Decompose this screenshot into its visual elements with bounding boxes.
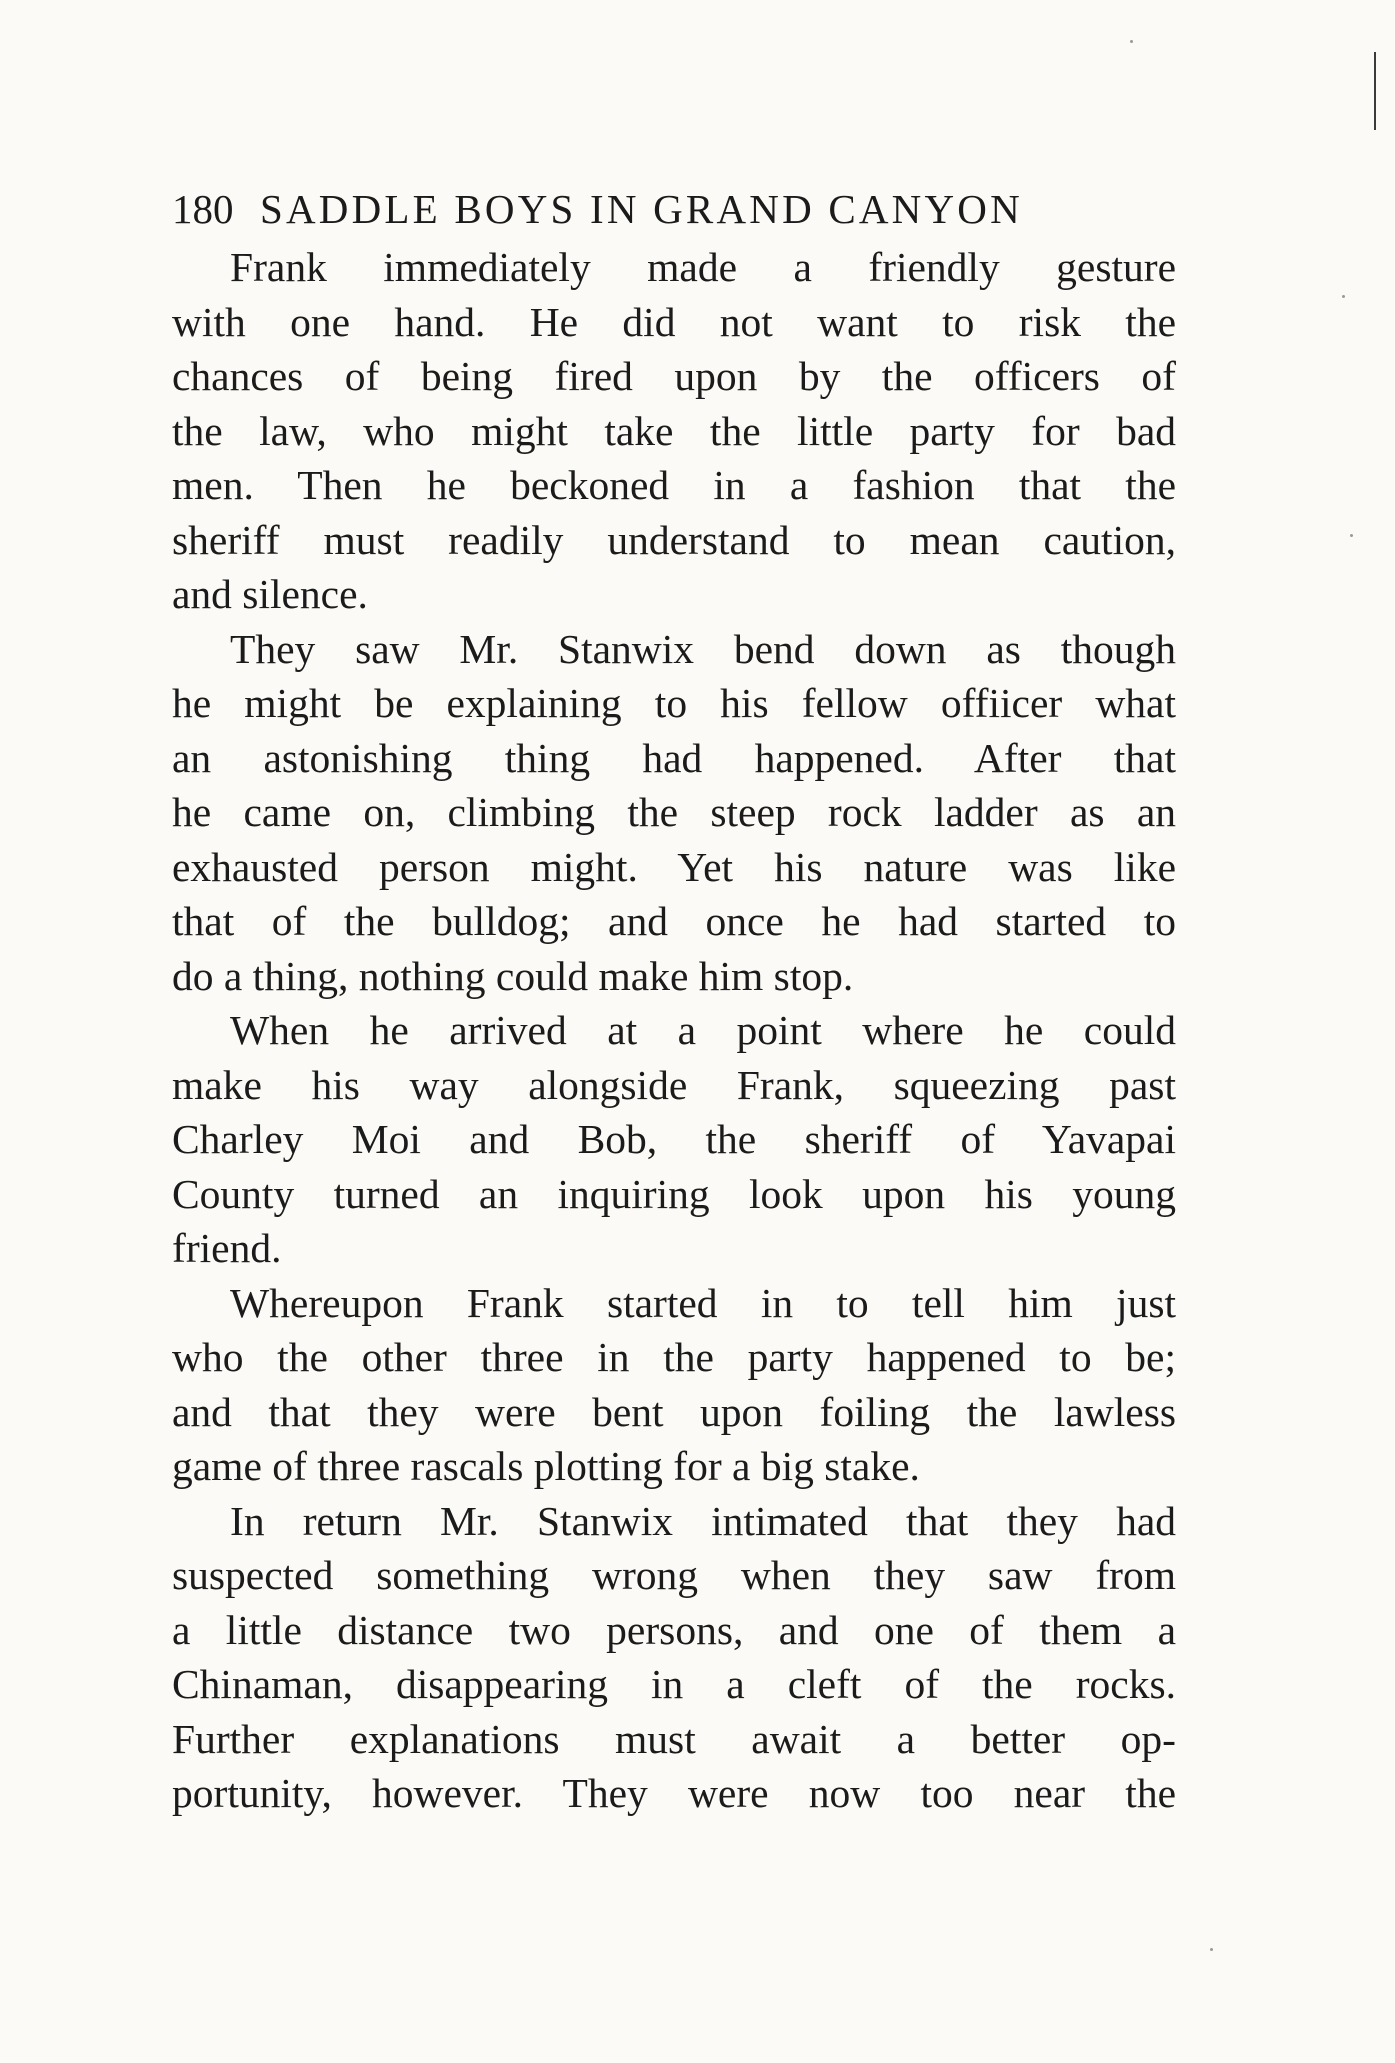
text-line: he might be explaining to his fellow offiicer what bbox=[172, 680, 1176, 726]
paper-speck bbox=[1342, 295, 1345, 298]
running-head bbox=[172, 178, 1176, 240]
text-line: chances of being fired upon by the officers of bbox=[172, 353, 1176, 399]
text-line: he came on, climbing the steep rock ladder as an bbox=[172, 789, 1176, 835]
text-line: Whereupon Frank started in to tell him just bbox=[230, 1279, 1176, 1326]
text-line: an astonishing thing had happened. After that bbox=[172, 734, 1176, 781]
text-line: suspected something wrong when they saw from bbox=[172, 1552, 1176, 1598]
text-line: exhausted person might. Yet his nature was like bbox=[172, 843, 1176, 890]
text-line: the law, who might take the little party for bad bbox=[172, 407, 1176, 454]
text-line: and silence. bbox=[172, 571, 368, 617]
text-line: portunity, however. They were now too near the bbox=[172, 1770, 1176, 1816]
paragraph bbox=[172, 1276, 1176, 1494]
text-line: Chinaman, disappearing in a cleft of the rocks. bbox=[172, 1661, 1176, 1707]
text-line: They saw Mr. Stanwix bend down as though bbox=[230, 625, 1176, 672]
text-line: with one hand. He did not want to risk the bbox=[172, 298, 1176, 345]
text-line: men. Then he beckoned in a fashion that the bbox=[172, 462, 1176, 508]
text-line: friend. bbox=[172, 1225, 282, 1271]
paragraph bbox=[172, 240, 1176, 622]
paragraph bbox=[172, 1003, 1176, 1276]
text-line: that of the bulldog; and once he had started to bbox=[172, 898, 1176, 944]
text-line: a little distance two persons, and one of them a bbox=[172, 1606, 1176, 1653]
text-line: Frank immediately made a friendly gesture bbox=[230, 244, 1176, 290]
text-line: who the other three in the party happened to be; bbox=[172, 1334, 1176, 1380]
paper-speck bbox=[1350, 534, 1353, 537]
text-line: Charley Moi and Bob, the sheriff of Yavapai bbox=[172, 1116, 1176, 1162]
book-title: SADDLE BOYS IN GRAND CANYON bbox=[260, 186, 1023, 232]
paper-speck bbox=[1210, 1948, 1213, 1951]
text-line: In return Mr. Stanwix intimated that they had bbox=[230, 1497, 1176, 1544]
page-number: 180 bbox=[172, 186, 234, 232]
text-line: When he arrived at a point where he could bbox=[230, 1007, 1176, 1053]
paper-speck bbox=[1130, 40, 1133, 43]
book-page bbox=[172, 178, 1176, 1821]
text-line: County turned an inquiring look upon his young bbox=[172, 1170, 1176, 1217]
body-text bbox=[172, 240, 1176, 1821]
paragraph bbox=[172, 622, 1176, 1004]
text-line: do a thing, nothing could make him stop. bbox=[172, 952, 854, 999]
text-line: make his way alongside Frank, squeezing past bbox=[172, 1061, 1176, 1108]
text-line: sheriff must readily understand to mean caution, bbox=[172, 516, 1176, 563]
text-line: and that they were bent upon foiling the lawless bbox=[172, 1388, 1176, 1435]
text-line: game of three rascals plotting for a big stake. bbox=[172, 1443, 920, 1489]
text-line: Further explanations must await a better op- bbox=[172, 1715, 1176, 1762]
paragraph bbox=[172, 1494, 1176, 1821]
page-edge-mark bbox=[1374, 52, 1376, 130]
